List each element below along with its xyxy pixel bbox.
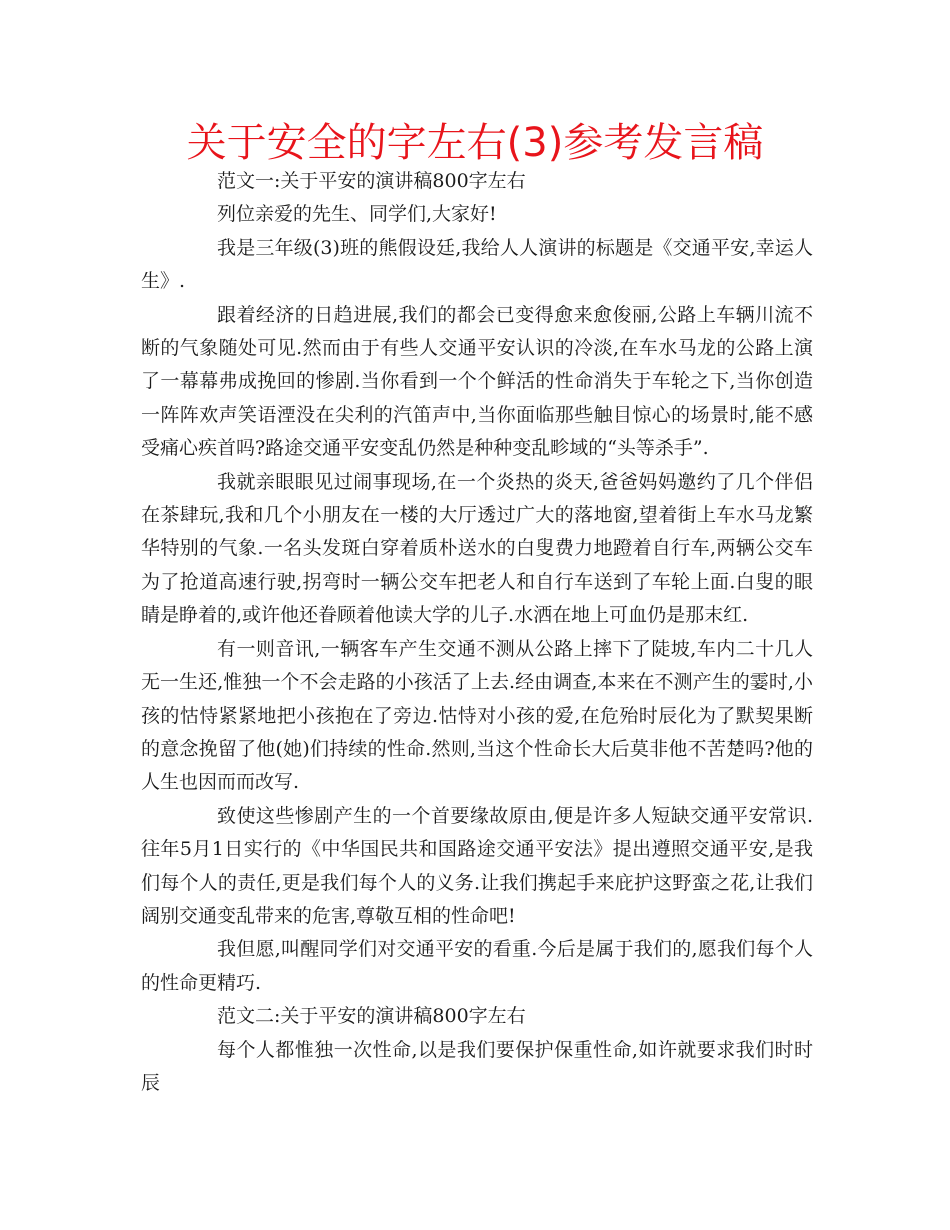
document-body (141, 165, 813, 1100)
paragraph: 我就亲眼眼见过闹事现场,在一个炎热的炎天,爸爸妈妈邀约了几个伴侣在茶肆玩,我和几个小朋友在一楼的大厅透过广大的落地窗,望着街上车水马龙繁华特别的气象.一名头发斑白穿着质朴送水的白叟费力地蹬着自行车,两辆公交车为了抢道高速行驶,拐弯时一辆公交车把老人和自行车送到了车轮上面.白叟的眼睛是睁着的,或许他还眷顾着他读大学的儿子.水洒在地上可血仍是那末红. (141, 470, 813, 627)
paragraph: 每个人都惟独一次性命,以是我们要保护保重性命,如许就要求我们时时辰 (141, 1038, 813, 1094)
section-heading-2: 范文二:关于平安的演讲稿800字左右 (217, 1005, 526, 1028)
section-heading-1: 范文一:关于平安的演讲稿800字左右 (217, 170, 526, 192)
greeting-paragraph: 列位亲爱的先生、同学们,大家好! (217, 203, 497, 226)
paragraph: 我但愿,叫醒同学们对交通平安的看重.今后是属于我们的,愿我们每个人的性命更精巧. (141, 938, 813, 994)
paragraph: 致使这些惨剧产生的一个首要缘故原由,便是许多人短缺交通平安常识.往年5月1日实行的《中华国民共和国路途交通平安法》提出遵照交通平安,是我们每个人的责任,更是我们每个人的义务.让我们携起手来庇护这野蛮之花,让我们阔别交通变乱带来的危害,尊敬互相的性命吧! (141, 804, 813, 927)
paragraph: 有一则音讯,一辆客车产生交通不测从公路上摔下了陡坡,车内二十几人无一生还,惟独一个不会走路的小孩活了上去.经由调查,本来在不测产生的霎时,小孩的怙恃紧紧地把小孩抱在了旁边.怙恃对小孩的爱,在危殆时辰化为了默契果断的意念挽留了他(她)们持续的性命.然则,当这个性命长大后莫非他不苦楚吗?他的人生也因而而改写. (141, 637, 813, 794)
paragraph: 我是三年级(3)班的熊假设廷,我给人人演讲的标题是《交通平安,幸运人生》. (141, 236, 813, 293)
document-title: 关于安全的字左右(3)参考发言稿 (186, 120, 764, 166)
paragraph: 跟着经济的日趋进展,我们的都会已变得愈来愈俊丽,公路上车辆川流不断的气象随处可见.然而由于有些人交通平安认识的冷淡,在车水马龙的公路上演了一幕幕弗成挽回的惨剧.当你看到一个个鲜活的性命消失于车轮之下,当你创造一阵阵欢声笑语湮没在尖利的汽笛声中,当你面临那些触目惊心的场景时,能不感受痛心疾首吗?路途交通平安变乱仍然是种种变乱畛域的“头等杀手”. (141, 303, 813, 460)
